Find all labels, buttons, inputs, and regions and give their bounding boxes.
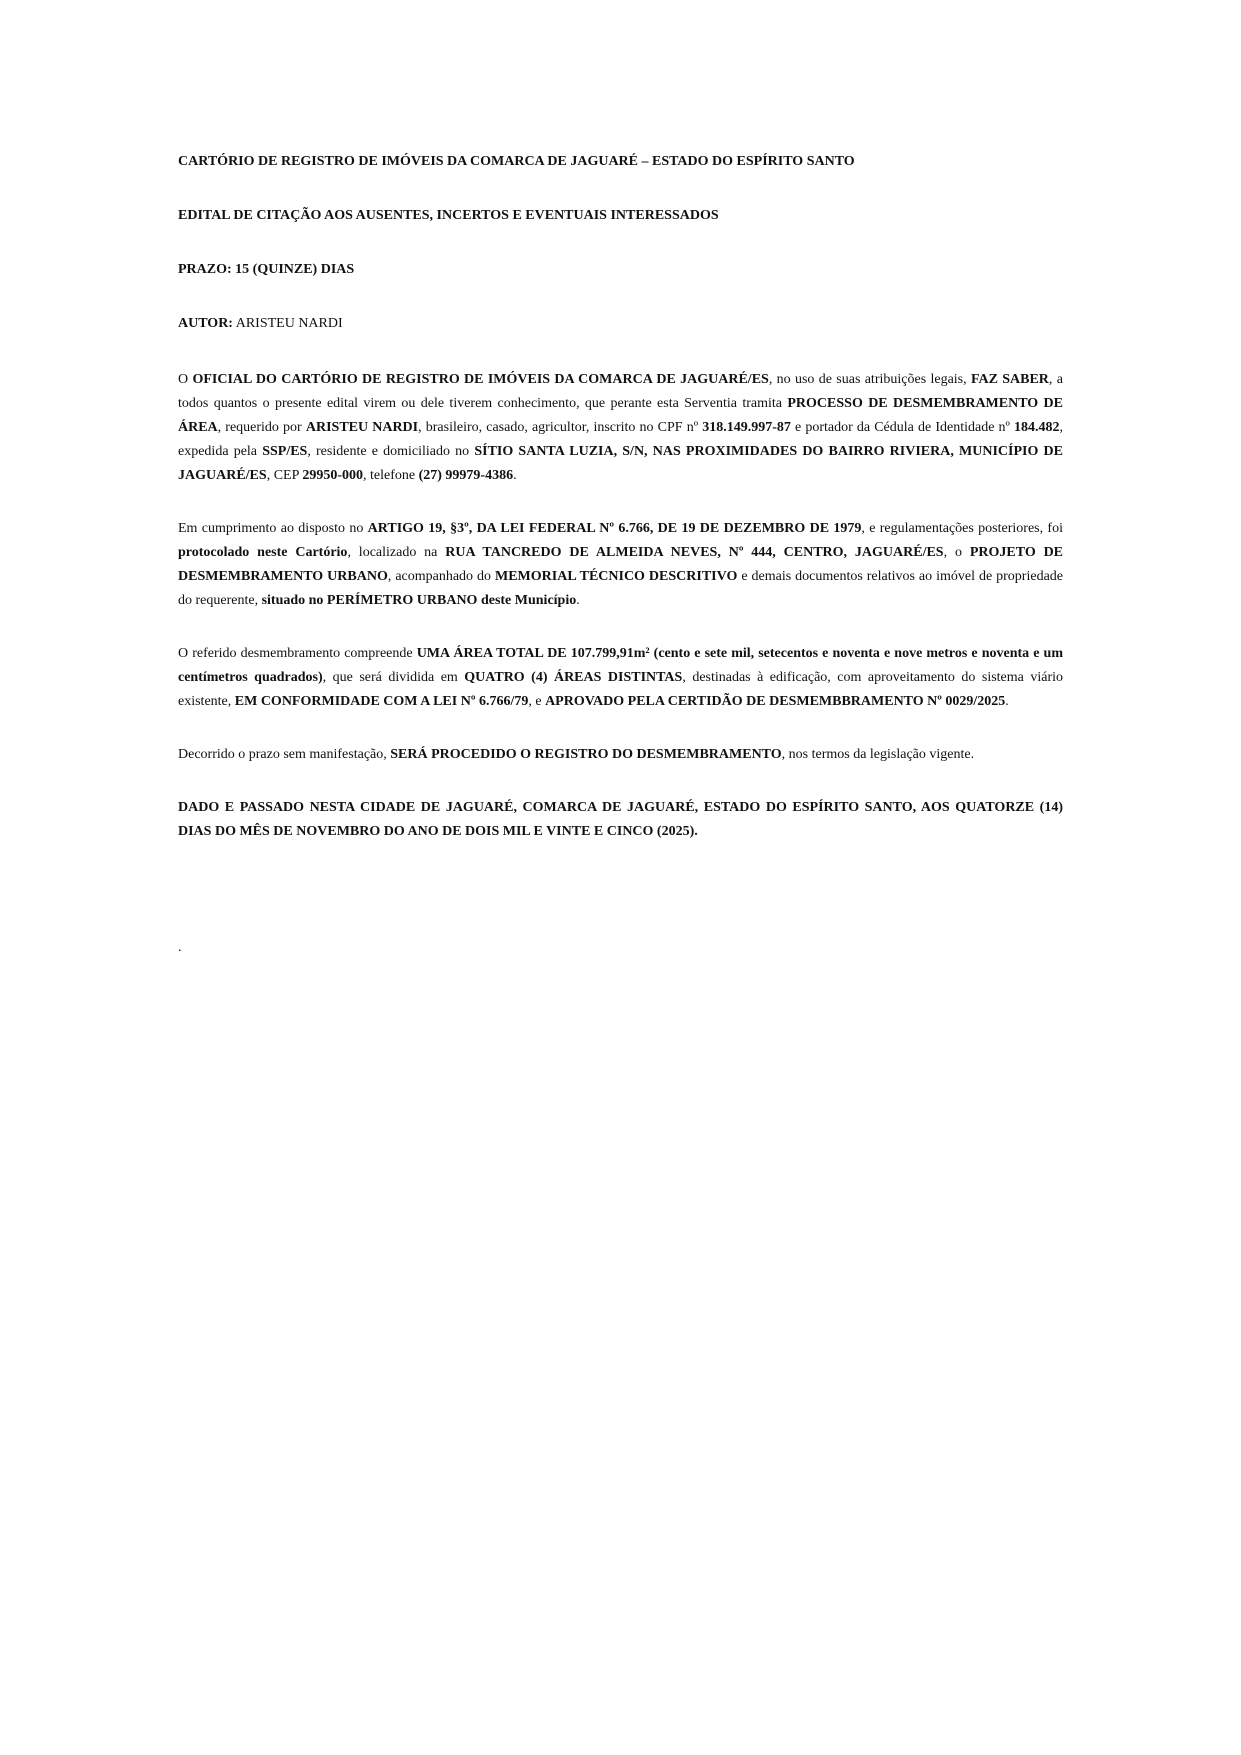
trailing-dot: . bbox=[178, 940, 182, 955]
registry-office-title: CARTÓRIO DE REGISTRO DE IMÓVEIS DA COMARCA DE JAGUARÉ – ESTADO DO ESPÍRITO SANTO bbox=[178, 154, 855, 169]
author-label: AUTOR: bbox=[178, 316, 233, 331]
paragraph-legal-basis: Em cumprimento ao disposto no ARTIGO 19, §3º, DA LEI FEDERAL Nº 6.766, DE 19 DE DEZEMBRO DE 1979, e regulamentações posteriores, foi protocolado neste Cartório, localizado na RUA TANCREDO DE ALMEIDA NEVES, Nº 444, CENTRO, JAGUARÉ/ES, o PROJETO DE DESMEMBRAMENTO URBANO, acompanhado do MEMORIAL TÉCNICO DESCRITIVO e demais documentos relativos ao imóvel de propriedade do requerente, situado no PERÍMETRO URBANO deste Município. bbox=[178, 521, 1064, 608]
deadline-line: PRAZO: 15 (QUINZE) DIAS bbox=[178, 262, 355, 277]
edict-title: EDITAL DE CITAÇÃO AOS AUSENTES, INCERTOS E EVENTUAIS INTERESSADOS bbox=[178, 208, 719, 223]
author-line bbox=[178, 314, 1063, 334]
paragraph-deadline-effect: Decorrido o prazo sem manifestação, SERÁ PROCEDIDO O REGISTRO DO DESMEMBRAMENTO, nos termos da legislação vigente. bbox=[178, 747, 975, 762]
author-name: ARISTEU NARDI bbox=[235, 316, 343, 331]
closing-statement: DADO E PASSADO NESTA CIDADE DE JAGUARÉ, COMARCA DE JAGUARÉ, ESTADO DO ESPÍRITO SANTO, AOS QUATORZE (14) DIAS DO MÊS DE NOVEMBRO DO ANO DE DOIS MIL E VINTE E CINCO (2025). bbox=[178, 800, 1063, 839]
paragraph-area-description: O referido desmembramento compreende UMA ÁREA TOTAL DE 107.799,91m² (cento e sete mil, setecentos e noventa e nove metros e noventa e um centímetros quadrados), que será dividida em QUATRO (4) ÁREAS DISTINTAS, destinadas à edificação, com aproveitamento do sistema viário existente, EM CONFORMIDADE COM A LEI Nº 6.766/79, e APROVADO PELA CERTIDÃO DE DESMEMBBRAMENTO Nº 0029/2025. bbox=[178, 646, 1064, 709]
paragraph-notice: O OFICIAL DO CARTÓRIO DE REGISTRO DE IMÓVEIS DA COMARCA DE JAGUARÉ/ES, no uso de suas atribuições legais, FAZ SABER, a todos quantos o presente edital virem ou dele tiverem conhecimento, que perante esta Serventia tramita PROCESSO DE DESMEMBRAMENTO DE ÁREA, requerido por ARISTEU NARDI, brasileiro, casado, agricultor, inscrito no CPF nº 318.149.997-87 e portador da Cédula de Identidade nº 184.482, expedida pela SSP/ES, residente e domiciliado no SÍTIO SANTA LUZIA, S/N, NAS PROXIMIDADES DO BAIRRO RIVIERA, MUNICÍPIO DE JAGUARÉ/ES, CEP 29950-000, telefone (27) 99979-4386. bbox=[178, 372, 1063, 483]
